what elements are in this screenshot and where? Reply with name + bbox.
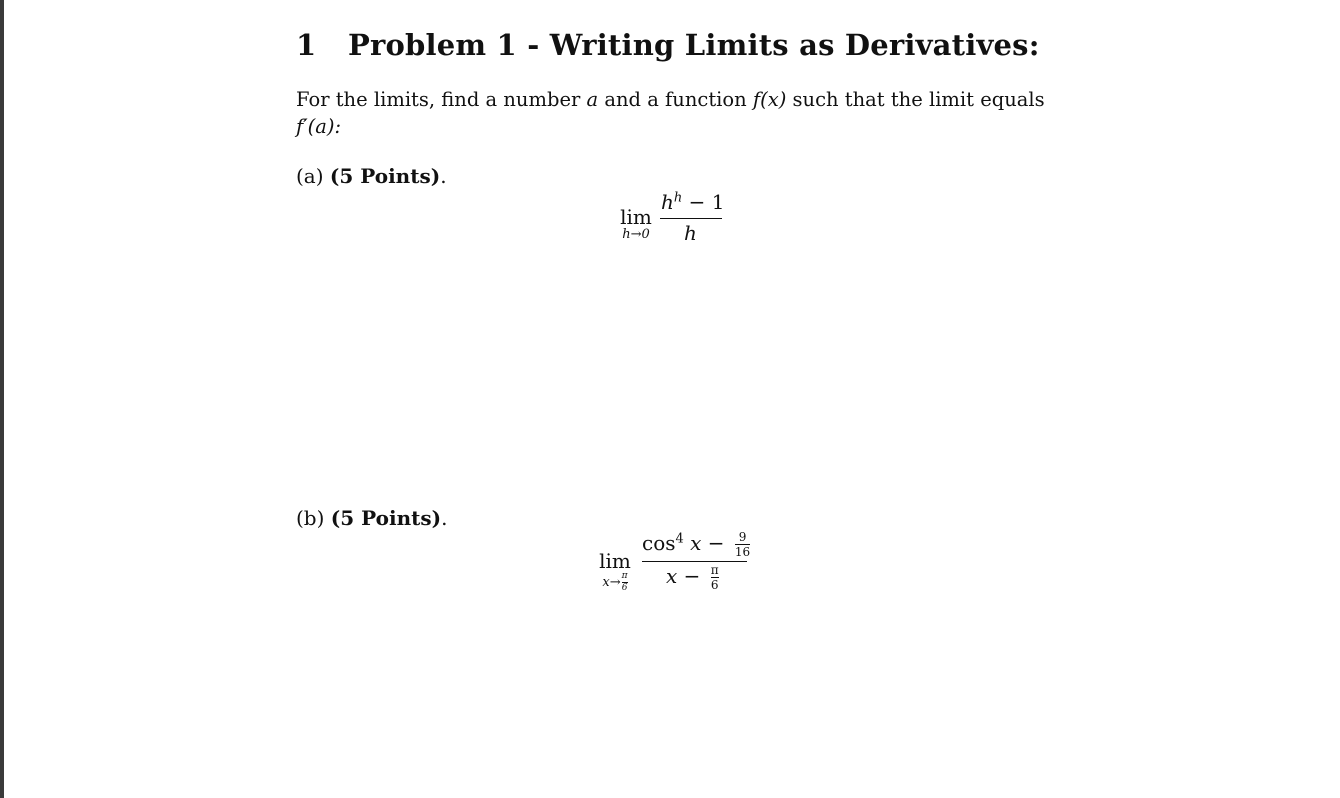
numerator-b-exponent: 4: [675, 531, 684, 547]
denominator-b-fraction: [711, 564, 719, 591]
fraction-bar-b: [642, 561, 747, 562]
denominator-b-var: x −: [666, 564, 707, 588]
part-a-label: [296, 164, 447, 188]
variable-a: a: [586, 88, 599, 111]
lim-subscript-a: h→0: [622, 227, 650, 242]
lim-subscript-b-var: x→: [602, 575, 621, 590]
denominator-b-frac-den: 6: [710, 578, 719, 592]
section-heading: [296, 28, 1040, 62]
lim-subscript-b-den: 6: [621, 583, 628, 593]
lim-operator-a: [614, 206, 658, 242]
fraction-bar-a: [660, 218, 722, 219]
problem-instructions: [296, 86, 1052, 140]
denominator-a: [684, 221, 697, 245]
denominator-a-var: h: [684, 221, 697, 245]
lim-subscript-b-num: π: [621, 571, 628, 581]
lim-subscript-b: [592, 572, 638, 593]
lim-operator-b: [592, 550, 638, 593]
part-a-period: .: [440, 164, 447, 188]
lim-word-b: lim: [599, 549, 631, 573]
part-b-label: [296, 506, 447, 530]
denominator-b-frac-num: π: [710, 563, 719, 577]
numerator-a-rest: − 1: [682, 190, 725, 214]
numerator-b-var: x −: [683, 531, 731, 555]
lim-subscript-b-fraction: [622, 572, 628, 593]
numerator-a: [661, 190, 724, 214]
derivative-expression: f′(a):: [296, 115, 342, 138]
numerator-b-frac-den: 16: [734, 545, 751, 559]
part-b-points: (5 Points): [330, 506, 442, 530]
lim-word-a: lim: [620, 205, 652, 229]
part-a-letter: (a): [296, 164, 324, 188]
function-arg: (x): [760, 88, 787, 111]
numerator-b-cos: cos: [642, 531, 676, 555]
instructions-text-3: such that the limit equals: [786, 88, 1045, 111]
numerator-b-frac-num: 9: [738, 530, 747, 544]
part-b-period: .: [441, 506, 448, 530]
part-b-letter: (b): [296, 506, 325, 530]
numerator-b-fraction: [735, 531, 750, 558]
part-a-points: (5 Points): [329, 164, 441, 188]
instructions-text-1: For the limits, find a number: [296, 88, 587, 111]
denominator-b: [666, 564, 719, 591]
section-number: 1: [296, 28, 317, 62]
numerator-b: [642, 531, 750, 558]
numerator-a-exponent: h: [673, 190, 683, 206]
function-f: f: [752, 88, 761, 111]
section-title: Problem 1 - Writing Limits as Derivatives:: [348, 28, 1040, 62]
instructions-text-2: and a function: [598, 88, 753, 111]
numerator-a-base: h: [661, 190, 674, 214]
